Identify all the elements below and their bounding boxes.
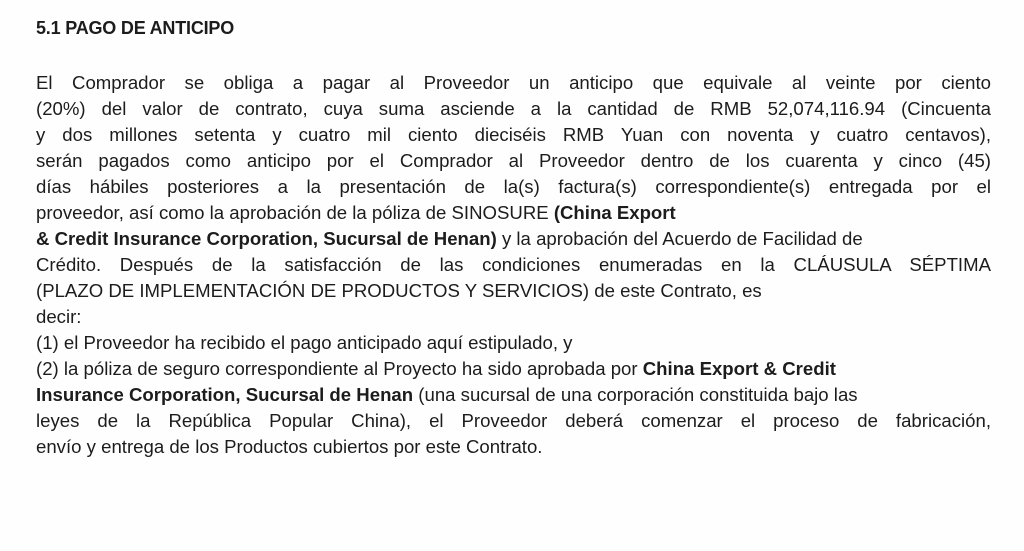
text-line-7-bold: & Credit Insurance Corporation, Sucursal de Henan) [36,228,497,249]
advance-payment-paragraph [36,70,991,460]
section-heading: 5.1 PAGO DE ANTICIPO [36,18,235,38]
text-line-3: y dos millones setenta y cuatro mil ciento dieciséis RMB Yuan con noventa y cuatro centavos), [36,124,991,145]
text-line-15: envío y entrega de los Productos cubiertos por este Contrato. [36,436,543,457]
text-line-12 [36,356,991,382]
text-line-7-regular: y la aprobación del Acuerdo de Facilidad de [496,228,863,249]
text-line-6 [36,200,991,226]
text-line-11: (1) el Proveedor ha recibido el pago anticipado aquí estipulado, y [36,332,573,353]
text-line-9: (PLAZO DE IMPLEMENTACIÓN DE PRODUCTOS Y SERVICIOS) de este Contrato, es [36,280,762,301]
text-line-13 [36,382,991,408]
text-line-6-bold: (China Export [553,202,676,223]
text-line-5: días hábiles posteriores a la presentación de la(s) factura(s) correspondiente(s) entregada por el [36,176,991,197]
text-line-14: leyes de la República Popular China), el Proveedor deberá comenzar el proceso de fabricación, [36,410,991,431]
text-line-12-bold: China Export & Credit [642,358,836,379]
text-line-4: serán pagados como anticipo por el Comprador al Proveedor dentro de los cuarenta y cinco (45) [36,150,991,171]
text-line-6-regular: proveedor, así como la aprobación de la póliza de SINOSURE [36,202,554,223]
text-line-13-regular: (una sucursal de una corporación constituida bajo las [413,384,858,405]
text-line-13-bold: Insurance Corporation, Sucursal de Henan [36,384,414,405]
text-line-12-regular: (2) la póliza de seguro correspondiente al Proyecto ha sido aprobada por [36,358,643,379]
text-line-7 [36,226,991,252]
text-line-1: El Comprador se obliga a pagar al Proveedor un anticipo que equivale al veinte por ciento [36,72,991,93]
text-line-2: (20%) del valor de contrato, cuya suma asciende a la cantidad de RMB 52,074,116.94 (Cincuenta [36,98,991,119]
text-line-8: Crédito. Después de la satisfacción de las condiciones enumeradas en la CLÁUSULA SÉPTIMA [36,254,991,275]
text-line-10: decir: [36,306,82,327]
